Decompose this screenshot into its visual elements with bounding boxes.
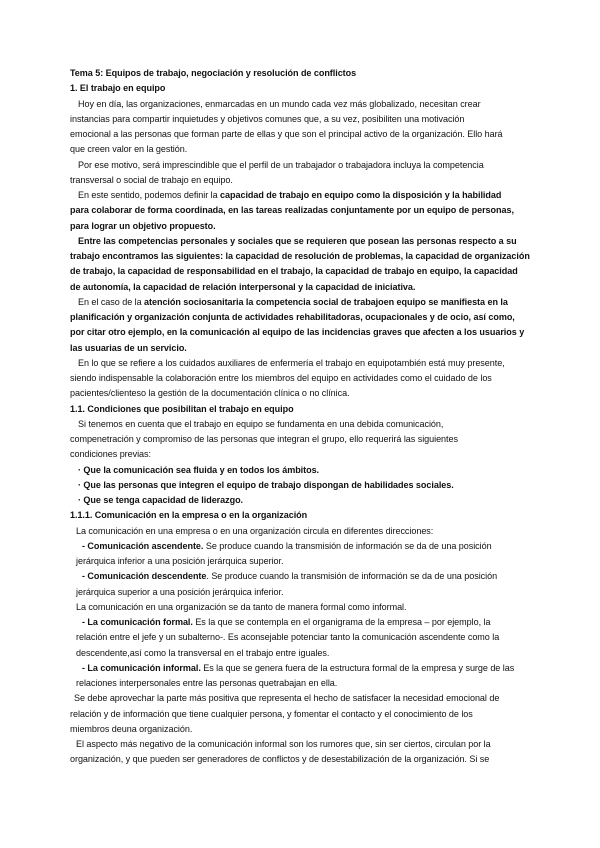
paragraph-line: planificación y organización conjunta de actividades rehabilitadoras, ocupacionales y de ocio, así como, xyxy=(70,312,515,322)
emphasis-text: atención sociosanitaria la competencia social de trabajoen equipo se manifiesta en la xyxy=(144,296,508,307)
list-item: · Que las personas que integren el equipo de trabajo dispongan de habilidades sociales. xyxy=(78,479,454,490)
paragraph-line: Se debe aprovechar la parte más positiva que representa el hecho de satisfacer la necesidad emocional de xyxy=(74,693,500,704)
paragraph-line: siendo indispensable la colaboración entre los miembros del equipo en actividades como el cuidado de los xyxy=(70,373,492,383)
term-label: - Comunicación descendente xyxy=(82,571,207,582)
paragraph-line: transversal o social de trabajo en equipo. xyxy=(70,174,233,185)
paragraph-line: relación entre el jefe y un subalterno-. Es aconsejable potenciar tanto la comunicación ascendente como la xyxy=(76,632,500,643)
paragraph-line: Hoy en día, las organizaciones, enmarcadas en un mundo cada vez más globalizado, necesitan crear xyxy=(78,98,481,109)
paragraph-text: Se produce cuando la transmisión de información se da de una posición xyxy=(203,540,492,551)
term-label: - Comunicación ascendente. xyxy=(82,540,204,551)
paragraph-line: miembros deuna organización. xyxy=(70,723,193,734)
paragraph-text: . Se produce cuando la transmisión de información se da de una posición xyxy=(206,571,498,582)
paragraph-line: El aspecto más negativo de la comunicación informal son los rumores que, sin ser ciertos, circulan por la xyxy=(76,739,491,749)
paragraph-line: de trabajo, la capacidad de responsabilidad en el trabajo, la capacidad de trabajo en equipo, la capacidad xyxy=(70,266,518,277)
paragraph-line: para lograr un objetivo propuesto. xyxy=(70,220,216,231)
paragraph-line: descendente,así como la transversal en el trabajo entre iguales. xyxy=(76,647,330,658)
paragraph-line: emocional a las personas que forman parte de ellas y que son el principal activo de la organización. Ello hará xyxy=(70,129,503,139)
paragraph-line: que creen valor en la gestión. xyxy=(70,144,188,155)
list-item xyxy=(70,615,538,630)
paragraph-line: para colaborar de forma coordinada, en las tareas realizadas conjuntamente por un equipo de personas, xyxy=(70,205,514,216)
paragraph-line: La comunicación en una organización se da tanto de manera formal como informal. xyxy=(76,601,407,612)
paragraph-line: instancias para compartir inquietudes y objetivos comunes que, a su vez, posibiliten una motivación xyxy=(70,113,465,124)
list-item xyxy=(70,661,538,676)
paragraph-text: Es la que se contempla en el organigrama de la empresa – por ejemplo, la xyxy=(192,617,491,627)
paragraph-text: En el caso de la xyxy=(78,296,145,307)
paragraph-line xyxy=(70,295,538,310)
paragraph-line: jerárquica superior a una posición jerárquica inferior. xyxy=(76,586,284,597)
paragraph-line: En lo que se refiere a los cuidados auxiliares de enfermería el trabajo en equipotambién está muy presente, xyxy=(78,357,505,368)
term-label: - La comunicación formal. xyxy=(82,617,193,627)
term-label: - La comunicación informal. xyxy=(82,662,201,673)
paragraph-line: las usuarias de un servicio. xyxy=(70,342,187,353)
paragraph-line: relación y de información que tiene cualquier persona, y fomentar el contacto y el conocimiento de los xyxy=(70,708,473,719)
paragraph-line: trabajo encontramos las siguientes: la capacidad de resolución de problemas, la capacidad de organización xyxy=(70,251,530,261)
emphasis-text: capacidad de trabajo en equipo como la disposición y la habilidad xyxy=(220,190,502,200)
list-item xyxy=(70,539,538,554)
paragraph-line: relaciones interpersonales entre las personas quetrabajan en ella. xyxy=(76,678,338,688)
section-heading-1: 1. El trabajo en equipo xyxy=(70,83,166,94)
paragraph-line: de autonomía, la capacidad de relación interpersonal y la capacidad de iniciativa. xyxy=(70,281,416,292)
paragraph-line: Por ese motivo, será imprescindible que el perfil de un trabajador o trabajadora incluya la competencia xyxy=(78,159,484,170)
section-heading-1-1-1: 1.1.1. Comunicación en la empresa o en la organización xyxy=(70,510,308,521)
paragraph-line: pacientes/clienteso la gestión de la documentación clínica o no clínica. xyxy=(70,388,350,399)
paragraph-line: organización, y que pueden ser generadores de conflictos y de desestabilización de la organización. Si se xyxy=(70,754,490,765)
paragraph-text: En este sentido, podemos definir la xyxy=(78,190,221,200)
list-item xyxy=(70,569,538,584)
paragraph-line: condiciones previas: xyxy=(70,449,151,460)
paragraph-line xyxy=(70,188,538,203)
paragraph-line: La comunicación en una empresa o en una organización circula en diferentes direcciones: xyxy=(76,525,434,536)
document-page xyxy=(70,66,538,768)
paragraph-line: por citar otro ejemplo, en la comunicación al equipo de las incidencias graves que afecten a los usuarios y xyxy=(70,327,525,338)
paragraph-text: Es la que se genera fuera de la estructura formal de la empresa y surge de las xyxy=(200,662,515,673)
paragraph-line: Si tenemos en cuenta que el trabajo en equipo se fundamenta en una debida comunicación, xyxy=(78,418,444,429)
paragraph-line: compenetración y compromiso de las personas que integran el grupo, ello requerirá las siguientes xyxy=(70,434,458,444)
paragraph-line: jerárquica inferior a una posición jerárquica superior. xyxy=(76,556,284,566)
list-item: · Que se tenga capacidad de liderazgo. xyxy=(78,495,244,505)
document-title: Tema 5: Equipos de trabajo, negociación y resolución de conflictos xyxy=(70,68,357,78)
paragraph-line: Entre las competencias personales y sociales que se requieren que posean las personas respecto a su xyxy=(78,235,517,246)
list-item: · Que la comunicación sea fluida y en todos los ámbitos. xyxy=(78,464,320,475)
section-heading-1-1: 1.1. Condiciones que posibilitan el trabajo en equipo xyxy=(70,403,294,414)
